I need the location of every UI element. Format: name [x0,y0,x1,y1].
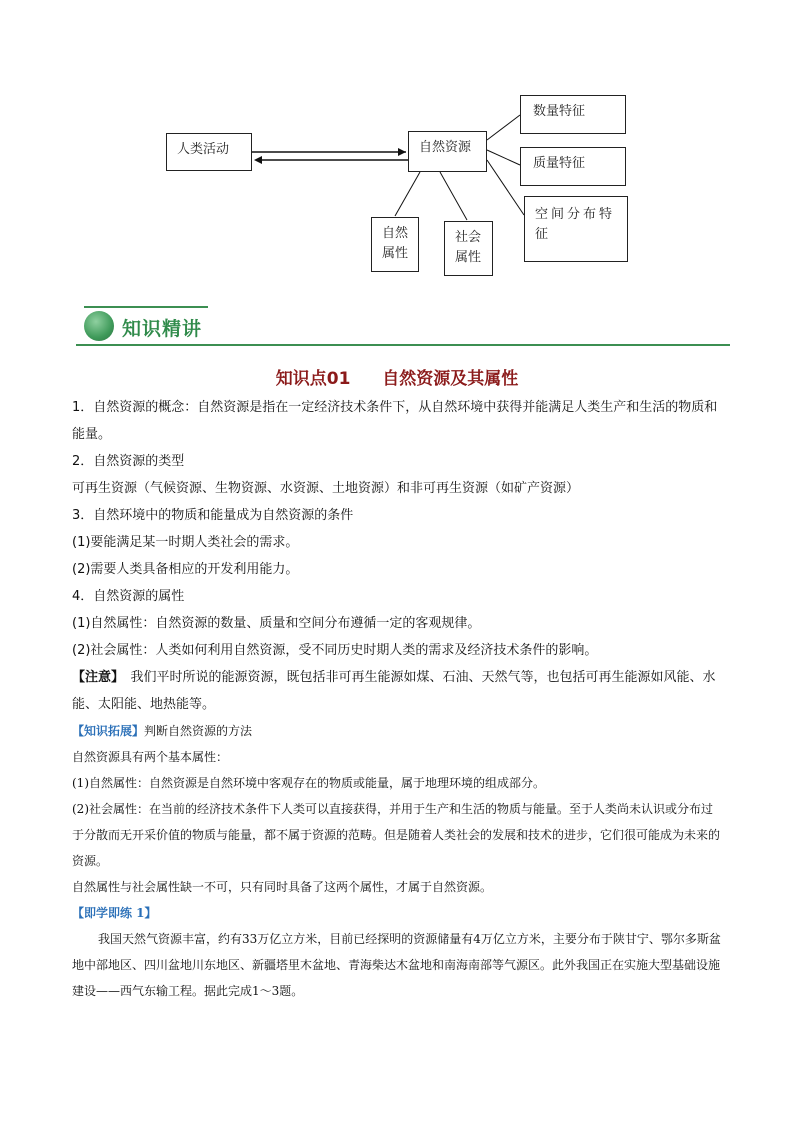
concept-paragraph: 1．自然资源的概念：自然资源是指在一定经济技术条件下，从自然环境中获得并能满足人类生产和生活的物质和能量。 [72,400,718,442]
natural-attribute-text: (1)自然属性：自然资源的数量、质量和空间分布遵循一定的客观规律。 [72,616,481,631]
main-content [72,394,724,1004]
natural-attribute-box [371,217,419,272]
natural-resources-box [408,131,487,172]
attributes-heading: 4．自然资源的属性 [72,589,185,604]
note-label: 【注意】 [72,670,118,685]
note-text: 我们平时所说的能源资源，既包括非可再生能源如煤、石油、天然气等，也包括可再生能源如风能、水能、太阳能、地热能等。 [72,670,716,712]
extension-label: 【知识拓展】 [72,724,145,738]
extension-title: 判断自然资源的方法 [144,724,253,738]
condition-2: (2)需要人类具备相应的开发利用能力。 [72,562,299,577]
types-paragraph: 可再生资源（气候资源、生物资源、水资源、土地资源）和非可再生资源（如矿产资源） [72,481,580,496]
natural-resources-label: 自然资源 [419,140,472,155]
knowledge-point-label: 知识点01 [275,369,351,389]
section-title: 知识精讲 [122,318,203,340]
quality-feature-label: 质量特征 [533,156,586,171]
banner-bottom-rule [76,344,730,346]
practice-label: 【即学即练 1】 [72,906,157,920]
types-heading: 2．自然资源的类型 [72,454,185,469]
extension-line-1: 自然资源具有两个基本属性： [72,750,229,764]
quantity-feature-box [520,95,626,134]
quantity-feature-label: 数量特征 [533,104,586,119]
social-attribute-text: (2)社会属性：人类如何利用自然资源，受不同历史时期人类的需求及经济技术条件的影响。 [72,643,598,658]
social-attribute-line2: 属性 [455,250,482,265]
extension-line-3: (2)社会属性：在当前的经济技术条件下人类可以直接获得，并用于生产和生活的物质与能量。至于人类尚未认识或分布过于分散而无开采价值的物质与能量，都不属于资源的范畴。但是随着人类社会的发展和技术的进步，它们很可能成为未来的资源。 [72,802,721,868]
knowledge-point-heading [0,364,794,389]
practice-text: 我国天然气资源丰富，约有33万亿立方米，目前已经探明的资源储量有4万亿立方米，主要分布于陕甘宁、鄂尔多斯盆地中部地区、四川盆地川东地区、新疆塔里木盆地、青海柴达木盆地和南海南部等气源区。此外我国正在实施大型基础设施建设——西气东输工程。据此完成1～3题。 [72,932,721,998]
note-paragraph [72,664,724,718]
banner-top-rule [84,306,208,308]
spatial-distribution-box [524,196,628,262]
social-attribute-line1: 社会 [455,230,482,245]
spatial-distribution-line1: 空间分布特 [535,207,616,222]
natural-attribute-line1: 自然 [382,226,409,241]
section-banner [76,306,730,346]
quality-feature-box [520,147,626,186]
human-activity-label: 人类活动 [177,142,230,157]
conditions-heading: 3．自然环境中的物质和能量成为自然资源的条件 [72,508,354,523]
social-attribute-box [444,221,493,276]
condition-1: (1)要能满足某一时期人类社会的需求。 [72,535,299,550]
human-activity-box [166,133,252,171]
knowledge-point-title: 自然资源及其属性 [382,369,519,389]
extension-line-4: 自然属性与社会属性缺一不可，只有同时具备了这两个属性，才属于自然资源。 [72,880,493,894]
globe-icon [84,311,114,341]
extension-heading [72,718,724,744]
natural-attribute-line2: 属性 [382,246,409,261]
extension-line-2: (1)自然属性：自然资源是自然环境中客观存在的物质或能量，属于地理环境的组成部分。 [72,776,546,790]
spatial-distribution-line2: 征 [535,227,552,242]
